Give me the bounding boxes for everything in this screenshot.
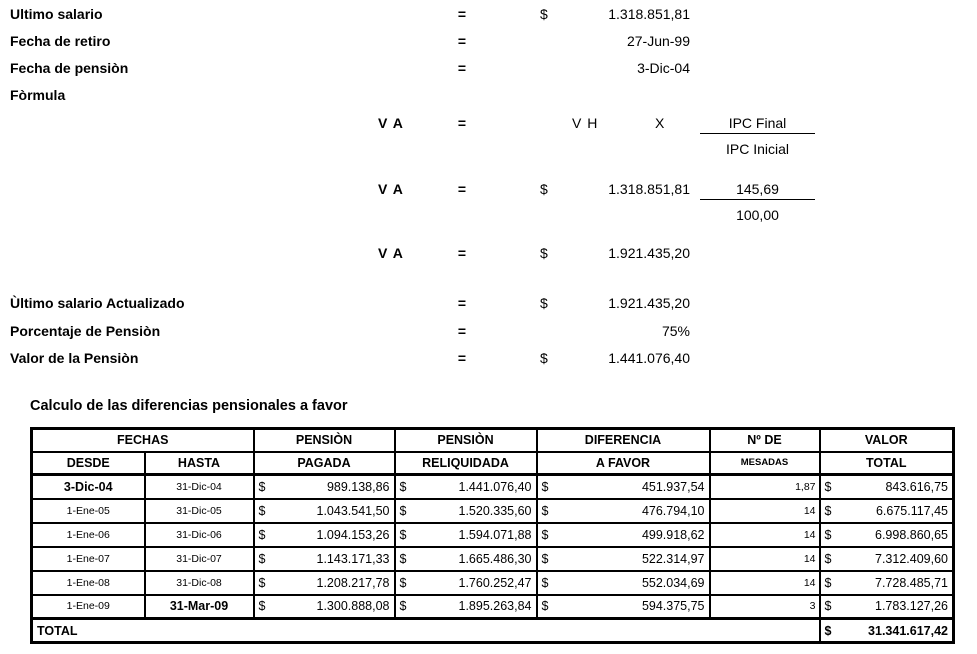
formula-row-denominator-value — [0, 207, 977, 224]
col-header-valor: VALOR — [820, 429, 954, 452]
cell-diferencia — [537, 523, 710, 547]
col-header-pagada: PAGADA — [254, 452, 395, 475]
cell-total — [820, 571, 954, 595]
currency-symbol: $ — [541, 527, 549, 542]
currency-symbol: $ — [824, 551, 832, 566]
va-label: V A — [378, 245, 404, 261]
table-title: Calculo de las diferencias pensionales a favor — [30, 398, 348, 414]
amount: 1.300.888,08 — [316, 599, 390, 614]
currency-symbol: $ — [258, 551, 266, 566]
fraction-denominator-value: 100,00 — [736, 207, 779, 223]
cell-diferencia — [537, 499, 710, 523]
cell-hasta: 31-Dic-06 — [145, 523, 254, 547]
equals-sign: = — [457, 350, 467, 366]
summary-row-formula — [0, 87, 977, 104]
row-label: Valor de la Pensiòn — [10, 350, 139, 366]
col-header-a-favor: A FAVOR — [537, 452, 710, 475]
cell-mesadas: 3 — [710, 595, 820, 619]
amount: 499.918,62 — [641, 527, 705, 542]
currency-symbol: $ — [399, 527, 407, 542]
equals-sign: = — [457, 323, 467, 339]
col-header-diferencia: DIFERENCIA — [537, 429, 710, 452]
cell-desde: 1-Ene-09 — [32, 595, 145, 619]
fraction-numerator-value: 145,69 — [700, 181, 815, 200]
amount: 1.921.435,20 — [608, 245, 690, 261]
cell-diferencia — [537, 571, 710, 595]
equals-sign: = — [457, 60, 467, 76]
currency-symbol: $ — [824, 623, 832, 638]
amount: 1.143.171,33 — [316, 551, 390, 566]
currency-symbol: $ — [540, 350, 548, 366]
amount: 476.794,10 — [641, 503, 705, 518]
row-label: Ùltimo salario Actualizado — [10, 295, 185, 311]
cell-pagada — [254, 547, 395, 571]
cell-desde: 1-Ene-08 — [32, 571, 145, 595]
amount: 6.675.117,45 — [875, 503, 948, 518]
table-row — [32, 571, 954, 595]
equals-sign: = — [457, 295, 467, 311]
cell-reliquidada — [395, 475, 537, 499]
currency-symbol: $ — [541, 479, 549, 494]
cell-pagada — [254, 595, 395, 619]
amount: 1.665.486,30 — [458, 551, 532, 566]
cell-mesadas: 14 — [710, 547, 820, 571]
amount: 6.998.860,65 — [875, 527, 948, 542]
currency-symbol: $ — [258, 527, 266, 542]
formula-row-substituted — [0, 181, 977, 198]
cell-reliquidada — [395, 499, 537, 523]
cell-total — [820, 475, 954, 499]
currency-symbol: $ — [258, 479, 266, 494]
amount: 1.921.435,20 — [608, 295, 690, 311]
cell-hasta: 31-Dic-07 — [145, 547, 254, 571]
table-row — [32, 475, 954, 499]
amount: 451.937,54 — [641, 479, 705, 494]
currency-symbol: $ — [541, 599, 549, 614]
row-label: Fecha de pensiòn — [10, 60, 129, 76]
amount: 843.616,75 — [885, 479, 948, 494]
amount: 1.441.076,40 — [458, 479, 532, 494]
cell-pagada — [254, 475, 395, 499]
fraction-numerator-ipc-final: IPC Final — [700, 115, 815, 134]
cell-hasta: 31-Mar-09 — [145, 595, 254, 619]
currency-symbol: $ — [540, 245, 548, 261]
col-header-pension-reliquidada: PENSIÒN — [395, 429, 537, 452]
row-label: Porcentaje de Pensiòn — [10, 323, 161, 339]
vh-value — [540, 181, 690, 198]
amount: 1.094.153,26 — [316, 527, 390, 542]
col-header-fechas: FECHAS — [32, 429, 254, 452]
equals-sign: = — [457, 181, 467, 197]
row-value — [540, 295, 690, 312]
col-header-hasta: HASTA — [145, 452, 254, 475]
col-header-mesadas: MESADAS — [710, 452, 820, 475]
result-row-salario-actualizado — [0, 295, 977, 312]
currency-symbol: $ — [399, 551, 407, 566]
currency-symbol: $ — [541, 503, 549, 518]
cell-mesadas: 1,87 — [710, 475, 820, 499]
table-row — [32, 523, 954, 547]
currency-symbol: $ — [258, 503, 266, 518]
row-label: Ultimo salario — [10, 6, 103, 22]
amount: 7.312.409,60 — [875, 551, 948, 566]
amount: 7.728.485,71 — [875, 575, 948, 590]
cell-mesadas: 14 — [710, 499, 820, 523]
table-row — [32, 595, 954, 619]
cell-mesadas: 14 — [710, 523, 820, 547]
cell-hasta: 31-Dic-05 — [145, 499, 254, 523]
currency-symbol: $ — [824, 479, 832, 494]
amount: 989.138,86 — [326, 479, 390, 494]
amount: 31.341.617,42 — [868, 623, 948, 638]
currency-symbol: $ — [258, 575, 266, 590]
cell-desde: 1-Ene-05 — [32, 499, 145, 523]
cell-total — [820, 523, 954, 547]
differences-table — [30, 427, 955, 644]
row-value: 27-Jun-99 — [626, 33, 690, 49]
amount: 1.760.252,47 — [458, 575, 532, 590]
col-header-reliquidada: RELIQUIDADA — [395, 452, 537, 475]
currency-symbol: $ — [540, 6, 548, 22]
cell-desde: 1-Ene-06 — [32, 523, 145, 547]
va-label: V A — [378, 181, 404, 197]
cell-desde: 1-Ene-07 — [32, 547, 145, 571]
currency-symbol: $ — [399, 479, 407, 494]
cell-mesadas: 14 — [710, 571, 820, 595]
row-value — [540, 6, 690, 23]
multiply-sign: X — [655, 115, 665, 131]
row-value — [540, 350, 690, 367]
currency-symbol: $ — [824, 527, 832, 542]
cell-diferencia — [537, 595, 710, 619]
formula-row-denominator — [0, 141, 977, 158]
table-row — [32, 499, 954, 523]
amount: 1.520.335,60 — [458, 503, 532, 518]
result-value — [540, 245, 690, 262]
cell-hasta: 31-Dic-04 — [145, 475, 254, 499]
equals-sign: = — [457, 6, 467, 22]
col-header-pension-pagada: PENSIÒN — [254, 429, 395, 452]
cell-pagada — [254, 523, 395, 547]
currency-symbol: $ — [541, 575, 549, 590]
col-header-no-de: Nº DE — [710, 429, 820, 452]
amount: 1.318.851,81 — [608, 6, 690, 22]
cell-reliquidada — [395, 595, 537, 619]
row-label: Fecha de retiro — [10, 33, 111, 49]
summary-row-fecha-retiro — [0, 33, 977, 50]
currency-symbol: $ — [399, 503, 407, 518]
row-value: 75% — [661, 323, 690, 339]
result-row-porcentaje — [0, 323, 977, 340]
cell-reliquidada — [395, 547, 537, 571]
currency-symbol: $ — [540, 181, 548, 197]
cell-pagada — [254, 571, 395, 595]
va-label: V A — [378, 115, 404, 131]
amount: 552.034,69 — [641, 575, 705, 590]
col-header-total: TOTAL — [820, 452, 954, 475]
amount: 1.594.071,88 — [458, 527, 532, 542]
cell-total — [820, 595, 954, 619]
header-row-2 — [32, 452, 954, 475]
cell-diferencia — [537, 547, 710, 571]
vh-label: V H — [572, 115, 599, 131]
table-total-row — [32, 619, 954, 643]
cell-total — [820, 547, 954, 571]
currency-symbol: $ — [824, 599, 832, 614]
row-value: 3-Dic-04 — [637, 60, 690, 76]
amount: 522.314,97 — [641, 551, 705, 566]
cell-total — [820, 499, 954, 523]
amount: 1.318.851,81 — [608, 181, 690, 197]
amount: 1.895.263,84 — [458, 599, 532, 614]
cell-reliquidada — [395, 523, 537, 547]
summary-row-fecha-pension — [0, 60, 977, 77]
currency-symbol: $ — [399, 575, 407, 590]
cell-desde: 3-Dic-04 — [32, 475, 145, 499]
currency-symbol: $ — [258, 599, 266, 614]
table-row — [32, 547, 954, 571]
result-row-valor-pension — [0, 350, 977, 367]
cell-diferencia — [537, 475, 710, 499]
amount: 1.783.127,26 — [875, 599, 948, 614]
equals-sign: = — [457, 115, 467, 131]
col-header-desde: DESDE — [32, 452, 145, 475]
formula-row-symbolic — [0, 115, 977, 132]
amount: 1.043.541,50 — [316, 503, 390, 518]
equals-sign: = — [457, 33, 467, 49]
row-label: Fòrmula — [10, 87, 66, 103]
cell-reliquidada — [395, 571, 537, 595]
equals-sign: = — [457, 245, 467, 261]
summary-row-ultimo-salario — [0, 6, 977, 23]
total-value — [820, 619, 954, 643]
cell-hasta: 31-Dic-08 — [145, 571, 254, 595]
amount: 1.441.076,40 — [608, 350, 690, 366]
amount: 594.375,75 — [641, 599, 705, 614]
formula-row-result — [0, 245, 977, 262]
total-label: TOTAL — [32, 619, 820, 643]
currency-symbol: $ — [540, 295, 548, 311]
currency-symbol: $ — [824, 575, 832, 590]
amount: 1.208.217,78 — [316, 575, 390, 590]
currency-symbol: $ — [399, 599, 407, 614]
currency-symbol: $ — [824, 503, 832, 518]
currency-symbol: $ — [541, 551, 549, 566]
fraction-denominator-ipc-inicial: IPC Inicial — [725, 141, 790, 157]
cell-pagada — [254, 499, 395, 523]
header-row-1 — [32, 429, 954, 452]
